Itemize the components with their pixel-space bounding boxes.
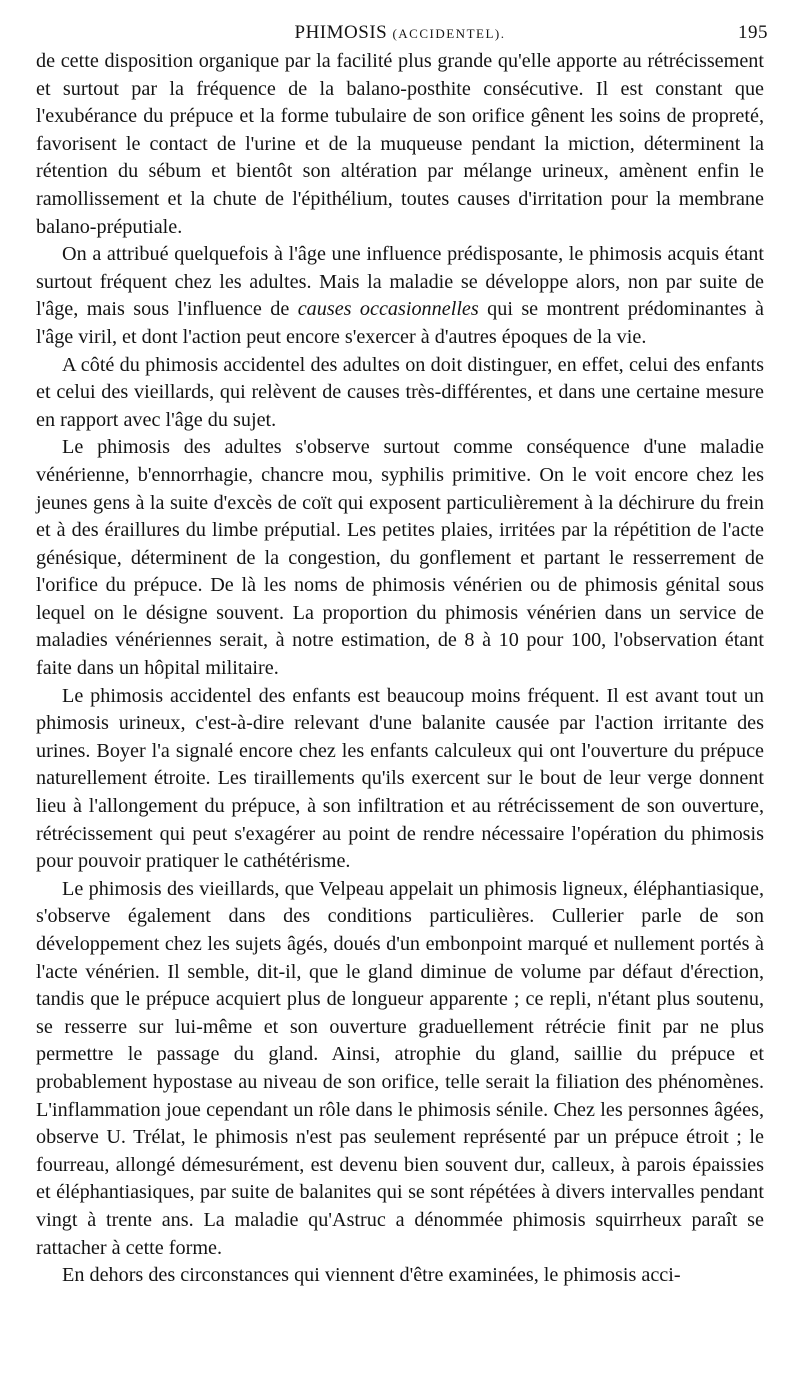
paragraph-adults: Le phimosis des adultes s'observe surtout comme conséquence d'une maladie vénérienne, b'ennorrhagie, chancre mou, syphilis primitive. On le voit encore chez les jeunes gens à la suite d'excès de coït qui exposent particulièrement à la déchirure du frein et à des éraillures du limbe préputial. Les petites plaies, irritées par la répétition de l'acte génésique, déterminent de la congestion, du gonflement et partant le resserrement de l'orifice du prépuce. De là les noms de phimosis vénérien ou de phimosis génital sous lequel on le désigne souvent. La proportion du phimosis vénérien dans un service de maladies vénériennes serait, à notre estimation, de 8 à 10 pour 100, l'observation étant faite dans un hôpital militaire. [36,436,764,680]
paragraph-distinctions: A côté du phimosis accidentel des adultes on doit distinguer, en effet, celui des enfants et celui des vieillards, qui relèvent de causes très-différentes, et dans une certaine mesure en rapport avec l'âge du sujet. [36,353,764,431]
emphasized-text: causes occasionnelles [297,298,479,321]
paragraph-continued: de cette disposition organique par la facilité plus grande qu'elle apporte au rétrécissement et surtout par la fréquence de la balano-posthite consécutive. Il est constant que l'exubérance du prépuce et la forme tubulaire de son orifice gênent les soins de propreté, favorisent le contact de l'urine et de la muqueuse pendant la miction, déterminent la rétention du sébum et bientôt son altération par mélange urineux, amènent enfin le ramollissement et la chute de l'épithélium, toutes causes d'irritation pour la membrane balano-préputiale. [36,50,764,238]
running-head [36,18,768,48]
running-title-main: PHIMOSIS [294,22,388,43]
paragraph-closing: En dehors des circonstances qui viennent d'être examinées, le phimosis acci- [62,1264,681,1287]
paragraph-children: Le phimosis accidentel des enfants est beaucoup moins fréquent. Il est avant tout un phimosis urineux, c'est-à-dire relevant d'une balanite causée par l'action irritante des urines. Boyer l'a signalé encore chez les enfants calculeux qui ont l'ouverture du prépuce naturellement étroite. Les tiraillements qu'ils exercent sur le bout de leur verge donnent lieu à l'allongement du prépuce, à son infiltration et au rétrécissement de son ouverture, rétrécissement qui peut s'exagérer au point de rendre nécessaire l'opération du phimosis pour pouvoir pratiquer le cathétérisme. [36,684,764,873]
body-text [36,48,764,1290]
paragraph-age-influence [36,241,764,351]
paragraph-text: qui se montrent prédominantes à l'âge viril, et dont l'action peut encore s'exercer à d'autres époques de la vie. [36,298,764,348]
book-page [36,18,768,1290]
page-number: 195 [738,22,768,43]
running-title [36,18,764,49]
paragraph-elderly: Le phimosis des vieillards, que Velpeau appelait un phimosis ligneux, éléphantiasique, s'observe également dans des conditions particulières. Cullerier parle de son développement chez les sujets âgés, doués d'un embonpoint marqué et nullement portés à l'acte vénérien. Il semble, dit-il, que le gland diminue de volume par défaut d'érection, tandis que le prépuce acquiert plus de longueur apparente ; ce repli, n'étant plus soutenu, se resserre sur lui-même et son ouverture graduellement rétrécie finit par ne plus permettre le passage du gland. Ainsi, atrophie du gland, saillie du prépuce et probablement hypostase au niveau de son orifice, telle serait la filiation des phénomènes. L'inflammation joue cependant un rôle dans le phimosis sénile. Chez les personnes âgées, observe U. Trélat, le phimosis n'est pas seulement représenté par un prépuce étroit ; le fourreau, allongé démesurément, est devenu bien souvent dur, calleux, à parois épaissies et éléphantiasiques, par suite de balanites qui se sont répétées à divers intervalles pendant vingt à trente ans. La maladie qu'Astruc a dénommée phimosis squirrheux paraît se rattacher à cette forme. [36,877,764,1259]
running-title-subtitle: (ACCIDENTEL). [392,26,506,41]
paragraph-text: On a attribué quelquefois à l'âge une influence prédisposante, le phimosis acquis étant surtout fréquent chez les adultes. Mais la maladie se développe alors, non par suite de l'âge, mais sous l'influence de [36,243,764,321]
